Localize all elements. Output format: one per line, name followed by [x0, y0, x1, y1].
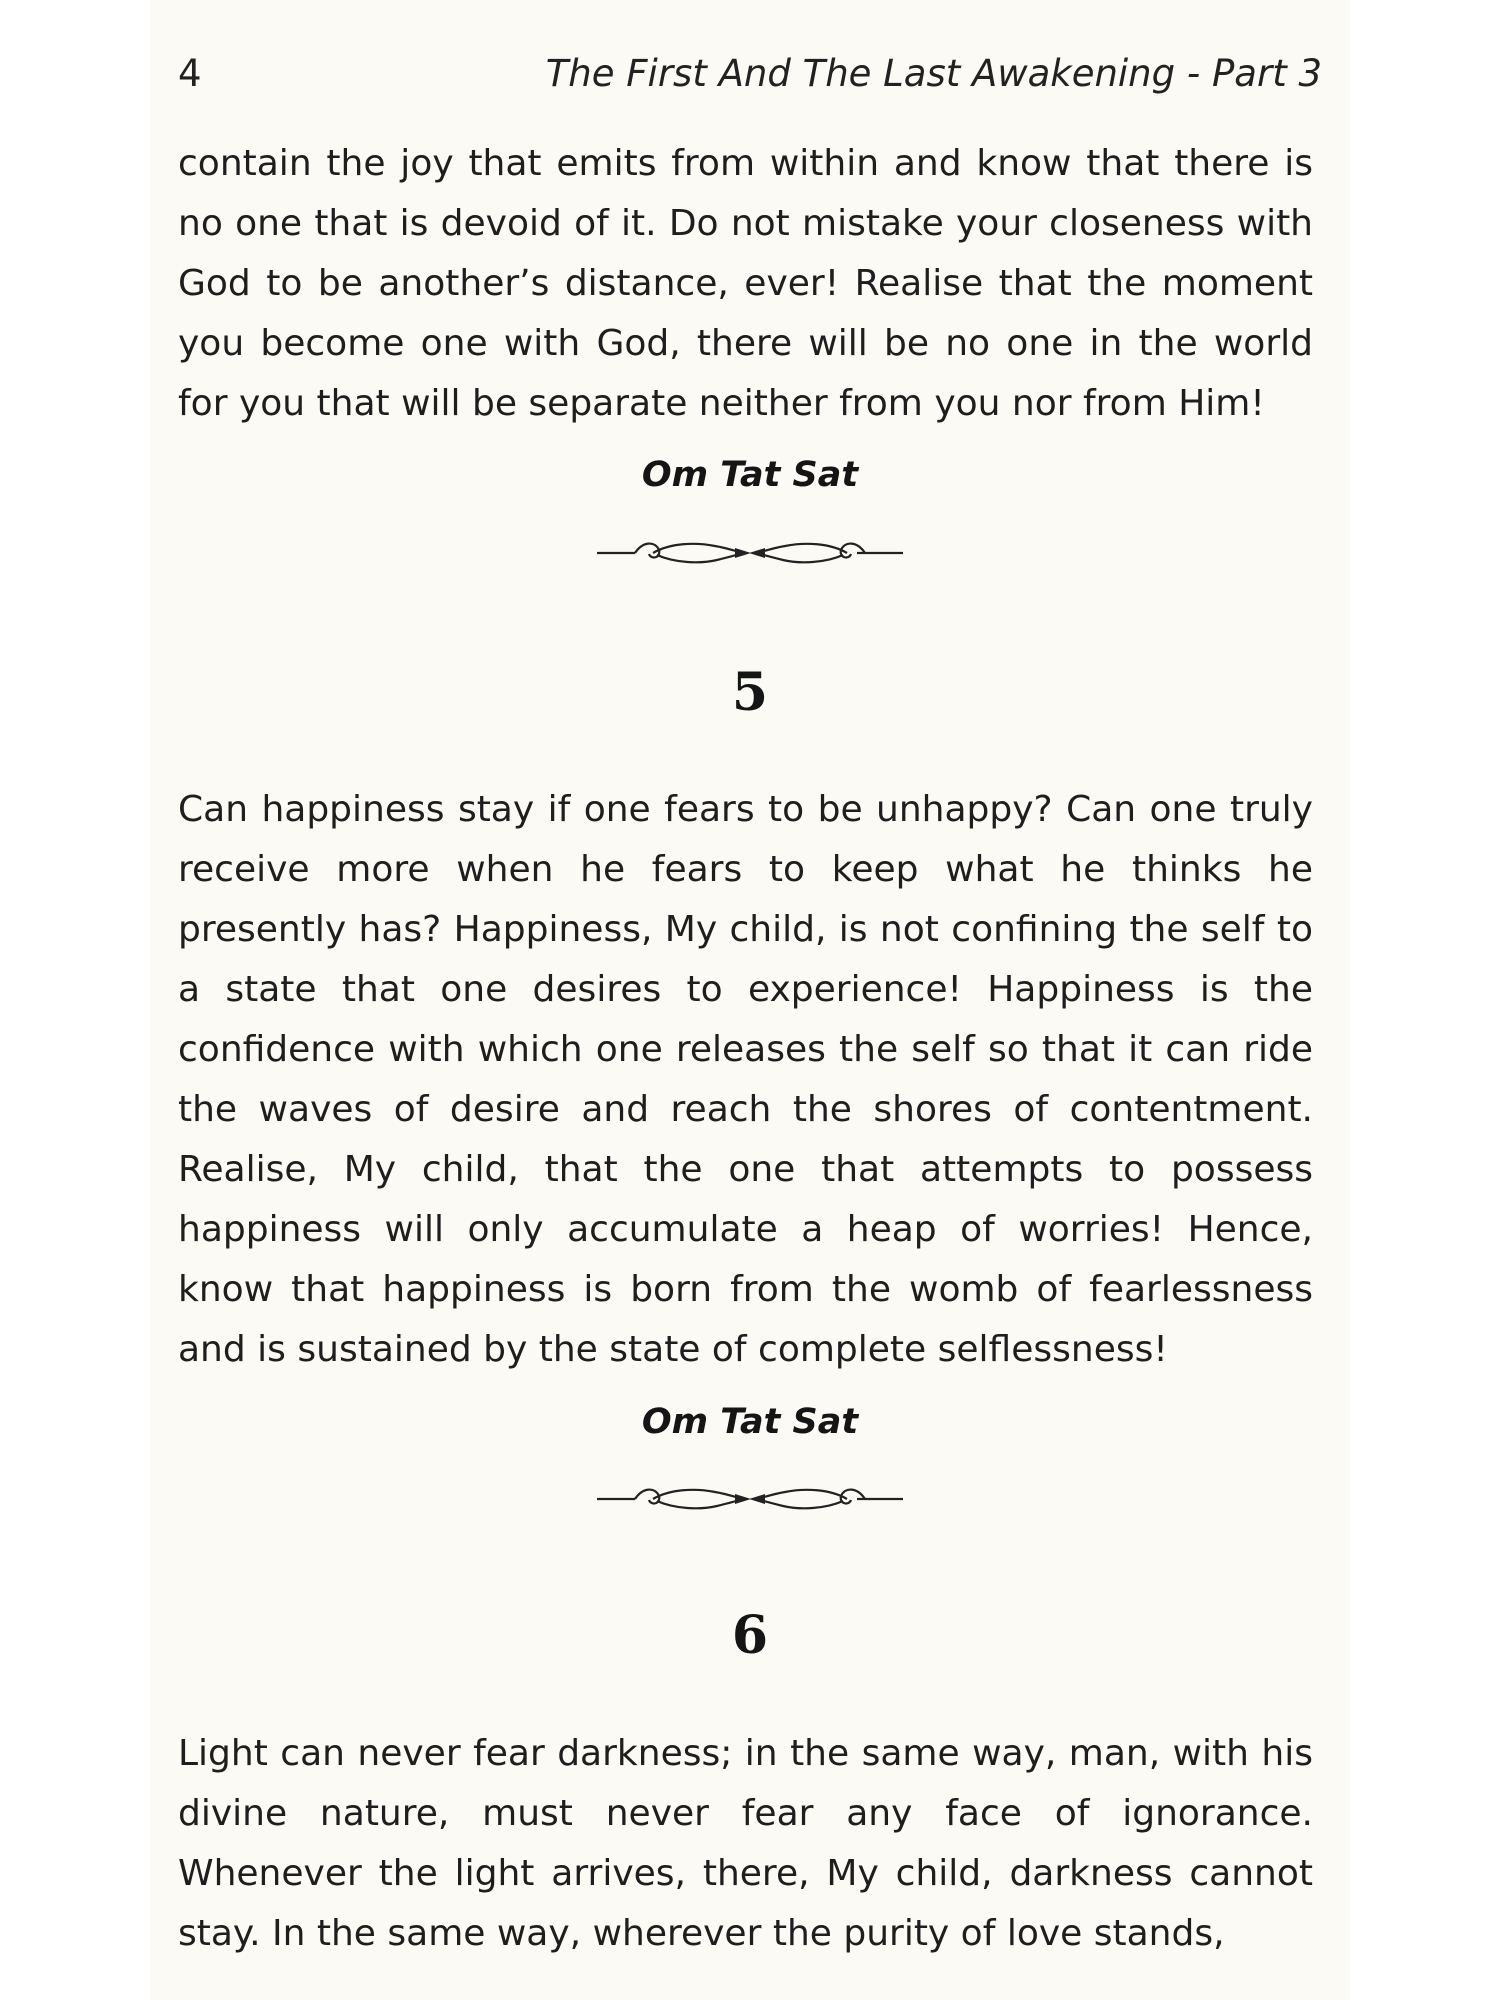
section-number-5: 5	[731, 662, 769, 723]
closing-om-tat-sat: Om Tat Sat	[641, 455, 859, 495]
book-page	[150, 0, 1350, 2000]
paragraph-section-5: Can happiness stay if one fears to be unhappy? Can one truly receive more when he fears to keep what he thinks he presently has? Happiness, My child, is not confining the self to a state that one desires to experience! Happiness is the confidence with which one releases the self so that it can ride the waves of desire and reach the shores of contentment. Realise, My child, that the one that attempts to possess happiness will only accumulate a heap of worries! Hence, know that happiness is born from the womb of fearlessness and is sustained by the state of complete selflessness!	[178, 789, 1313, 1370]
paragraph-continued: contain the joy that emits from within and know that there is no one that is devoid of it. Do not mistake your closeness with God to be another’s distance, ever! Realise that the moment you become one with God, there will be no one in the world for you that will be separate neither from you nor from Him!	[178, 143, 1313, 424]
page-header	[178, 52, 1322, 102]
page-number: 4	[178, 52, 202, 95]
ornament-divider-icon	[595, 1482, 905, 1516]
paragraph-section-6: Light can never fear darkness; in the same way, man, with his divine nature, must never fear any face of ignorance. Whenever the light arrives, there, My child, darkness cannot stay. In the same way, wherever the purity of love stands,	[178, 1733, 1313, 1954]
closing-om-tat-sat: Om Tat Sat	[641, 1402, 859, 1442]
running-title: The First And The Last Awakening - Part 3	[545, 52, 1322, 95]
ornament-divider-icon	[595, 536, 905, 570]
section-number-6: 6	[731, 1605, 769, 1666]
